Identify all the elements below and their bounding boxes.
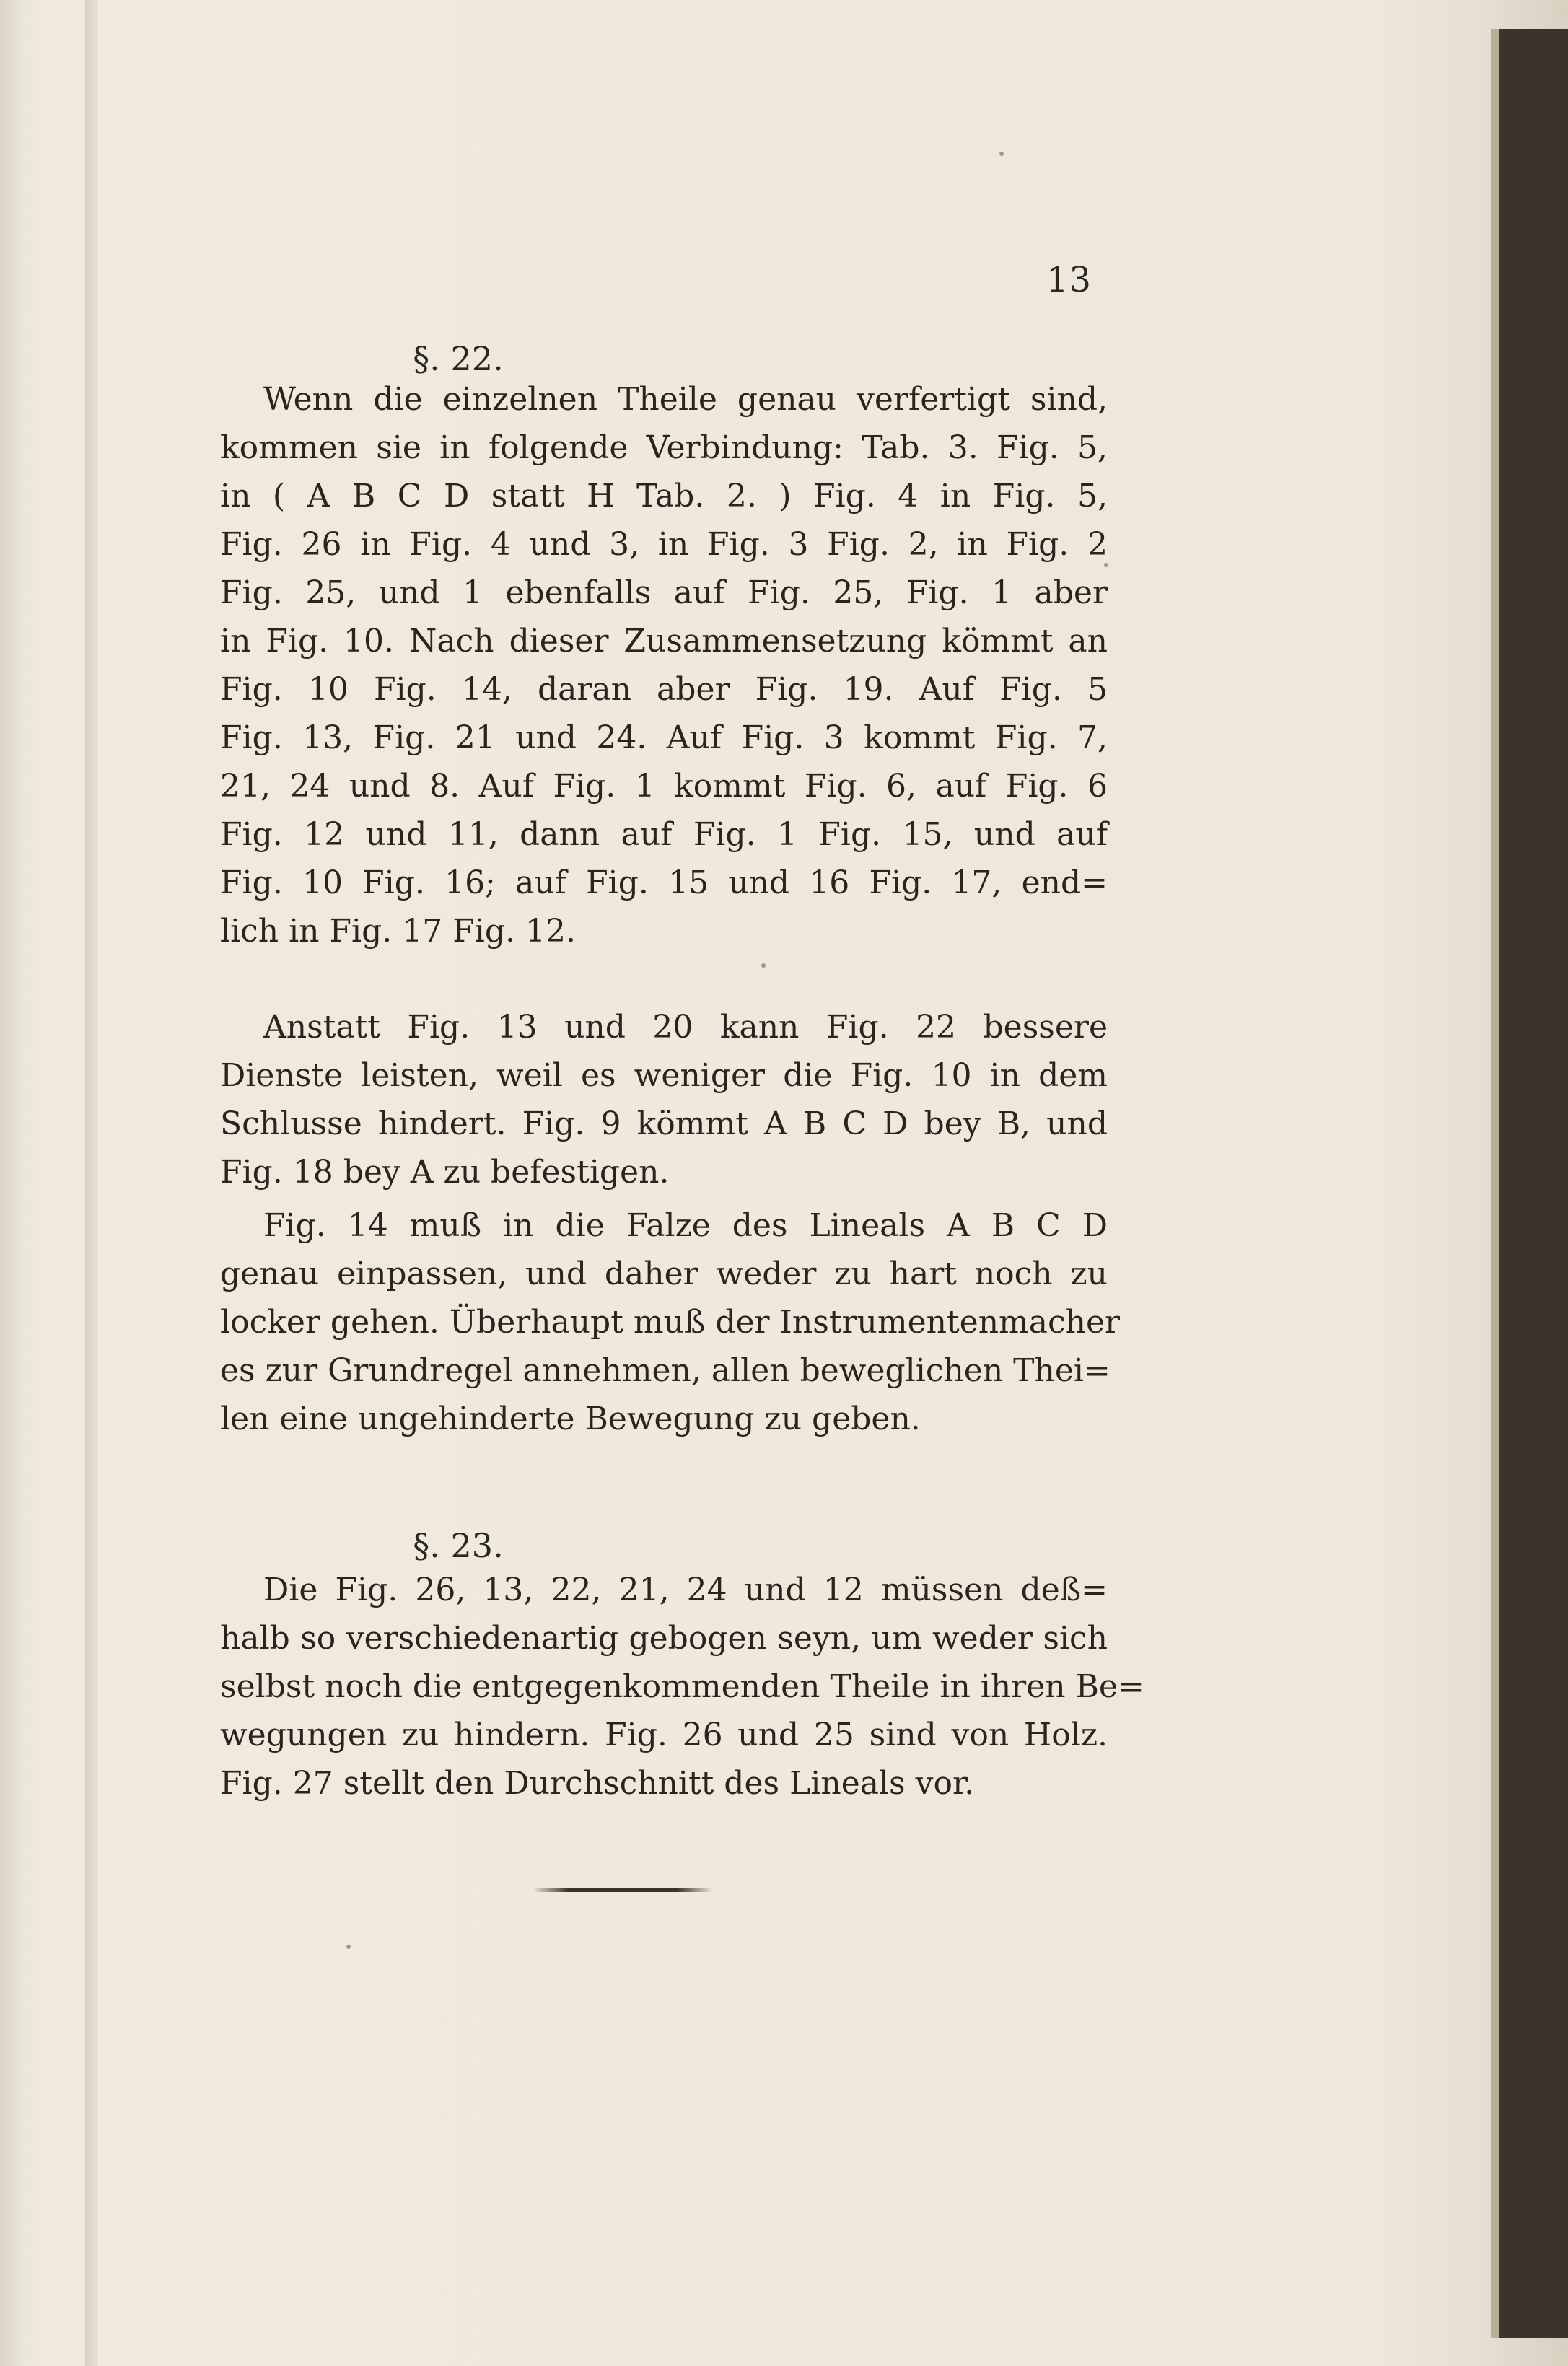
text-line: Schlusse hindert. Fig. 9 kömmt A B C D bey B, und [220,1105,1108,1142]
section-heading-22: §. 22. [413,339,504,378]
text-line: halb so verschiedenartig gebogen seyn, um weder sich [220,1620,1108,1657]
text-line: es zur Grundregel annehmen, allen beweglichen Thei= [220,1352,1111,1389]
text-line: Fig. 10 Fig. 14, daran aber Fig. 19. Auf Fig. 5 [220,671,1108,708]
paragraph-22-3 [220,1201,1121,1443]
paragraph-22-2 [220,1003,1108,1196]
text-line: Fig. 13, Fig. 21 und 24. Auf Fig. 3 kommt Fig. 7, [220,719,1108,756]
text-line: wegungen zu hindern. Fig. 26 und 25 sind von Holz. [220,1717,1108,1753]
text-line: in ( A B C D statt H Tab. 2. ) Fig. 4 in Fig. 5, [220,478,1108,514]
text-line: len eine ungehinderte Bewegung zu geben. [220,1401,921,1437]
text-line: Anstatt Fig. 13 und 20 kann Fig. 22 bessere [263,1009,1108,1046]
section-heading-23: §. 23. [413,1526,504,1565]
text-line: Fig. 27 stellt den Durchschnitt des Lineals vor. [220,1765,975,1802]
text-line: Die Fig. 26, 13, 22, 21, 24 und 12 müssen deß= [263,1572,1108,1608]
text-line: Fig. 12 und 11, dann auf Fig. 1 Fig. 15, und auf [220,816,1108,853]
text-line: 21, 24 und 8. Auf Fig. 1 kommt Fig. 6, auf Fig. 6 [220,768,1108,805]
paragraph-23-1 [220,1566,1144,1808]
text-line: selbst noch die entgegenkommenden Theile in ihren Be= [220,1668,1144,1705]
paper-speck [346,1945,351,1949]
text-line: Wenn die einzelnen Theile genau verfertigt sind, [263,381,1108,418]
text-line: Fig. 18 bey A zu befestigen. [220,1154,670,1191]
end-rule [533,1888,713,1892]
text-line: genau einpassen, und daher weder zu hart noch zu [220,1256,1108,1292]
text-line: Fig. 14 muß in die Falze des Lineals A B C D [263,1207,1108,1244]
paper-speck [761,963,766,968]
text-line: in Fig. 10. Nach dieser Zusammensetzung kömmt an [220,623,1108,660]
paragraph-22-1 [220,375,1108,955]
text-line: Fig. 25, und 1 ebenfalls auf Fig. 25, Fig. 1 aber [220,574,1108,611]
paper-speck [1104,563,1108,567]
text-line: lich in Fig. 17 Fig. 12. [220,913,576,950]
text-line: Dienste leisten, weil es weniger die Fig. 10 in dem [220,1057,1108,1094]
text-line: locker gehen. Überhaupt muß der Instrumentenmacher [220,1304,1121,1341]
text-line: kommen sie in folgende Verbindung: Tab. 3. Fig. 5, [220,429,1108,466]
page-number: 13 [1046,260,1092,300]
text-line: Fig. 10 Fig. 16; auf Fig. 15 und 16 Fig. 17, end= [220,864,1108,901]
paper-speck [999,152,1004,156]
text-line: Fig. 26 in Fig. 4 und 3, in Fig. 3 Fig. 2, in Fig. 2 [220,526,1108,563]
